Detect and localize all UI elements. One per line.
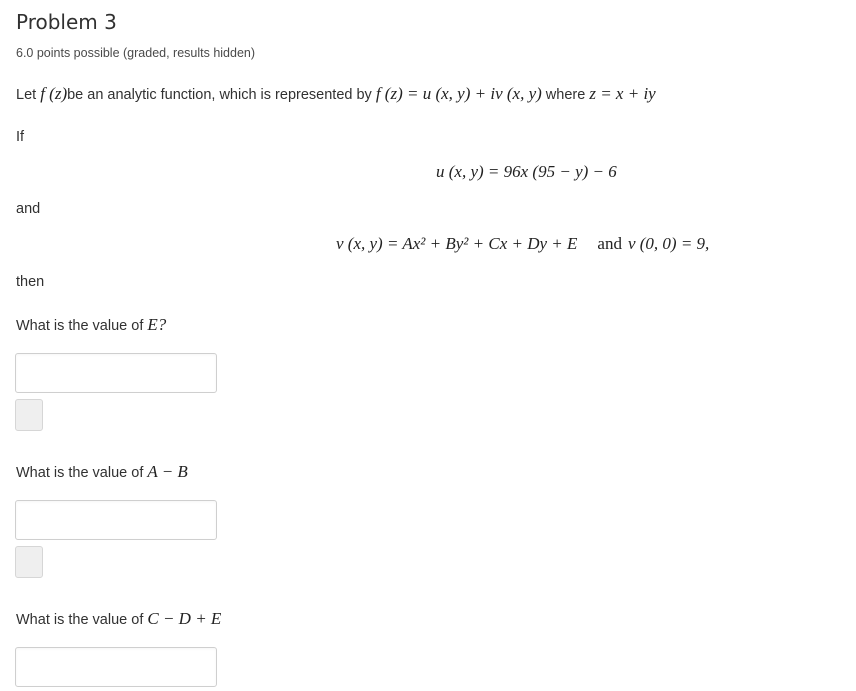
v-equation-line: [336, 234, 709, 254]
v-equation: v (x, y) = Ax² + By² + Cx + Dy + E: [336, 234, 578, 253]
question-3-answer-input[interactable]: [15, 647, 217, 687]
question-2: [16, 462, 188, 482]
question-2-answer-input[interactable]: [15, 500, 217, 540]
question-1-expr: E?: [147, 315, 167, 334]
v-condition: v (0, 0) = 9,: [627, 234, 710, 253]
question-2-status-indicator: [15, 546, 43, 578]
question-3-prefix: What is the value of: [16, 612, 148, 628]
intro-equation: f (z) = u (x, y) + iv (x, y): [375, 84, 542, 103]
label-then: then: [16, 274, 45, 290]
label-if: If: [16, 129, 25, 145]
question-1: [16, 315, 166, 335]
question-2-prefix: What is the value of: [16, 465, 148, 481]
problem-title: Problem 3: [16, 10, 117, 34]
intro-mid: be an analytic function, which is represented by: [67, 87, 376, 103]
question-1-answer-input[interactable]: [15, 353, 217, 393]
u-equation: u (x, y) = 96x (95 − y) − 6: [436, 162, 617, 181]
question-3: [16, 609, 221, 629]
problem-intro: [16, 84, 656, 104]
intro-fz: f (z): [40, 84, 68, 103]
v-and-word: and: [597, 234, 622, 253]
question-1-status-indicator: [15, 399, 43, 431]
question-1-prefix: What is the value of: [16, 318, 148, 334]
question-3-expr: C − D + E: [147, 609, 222, 628]
intro-zdef: z = x + iy: [589, 84, 656, 103]
intro-let: Let: [16, 87, 41, 103]
points-possible: 6.0 points possible (graded, results hidden): [16, 46, 256, 60]
label-and: and: [16, 201, 41, 217]
question-2-expr: A − B: [147, 462, 188, 481]
intro-where: where: [541, 87, 590, 103]
